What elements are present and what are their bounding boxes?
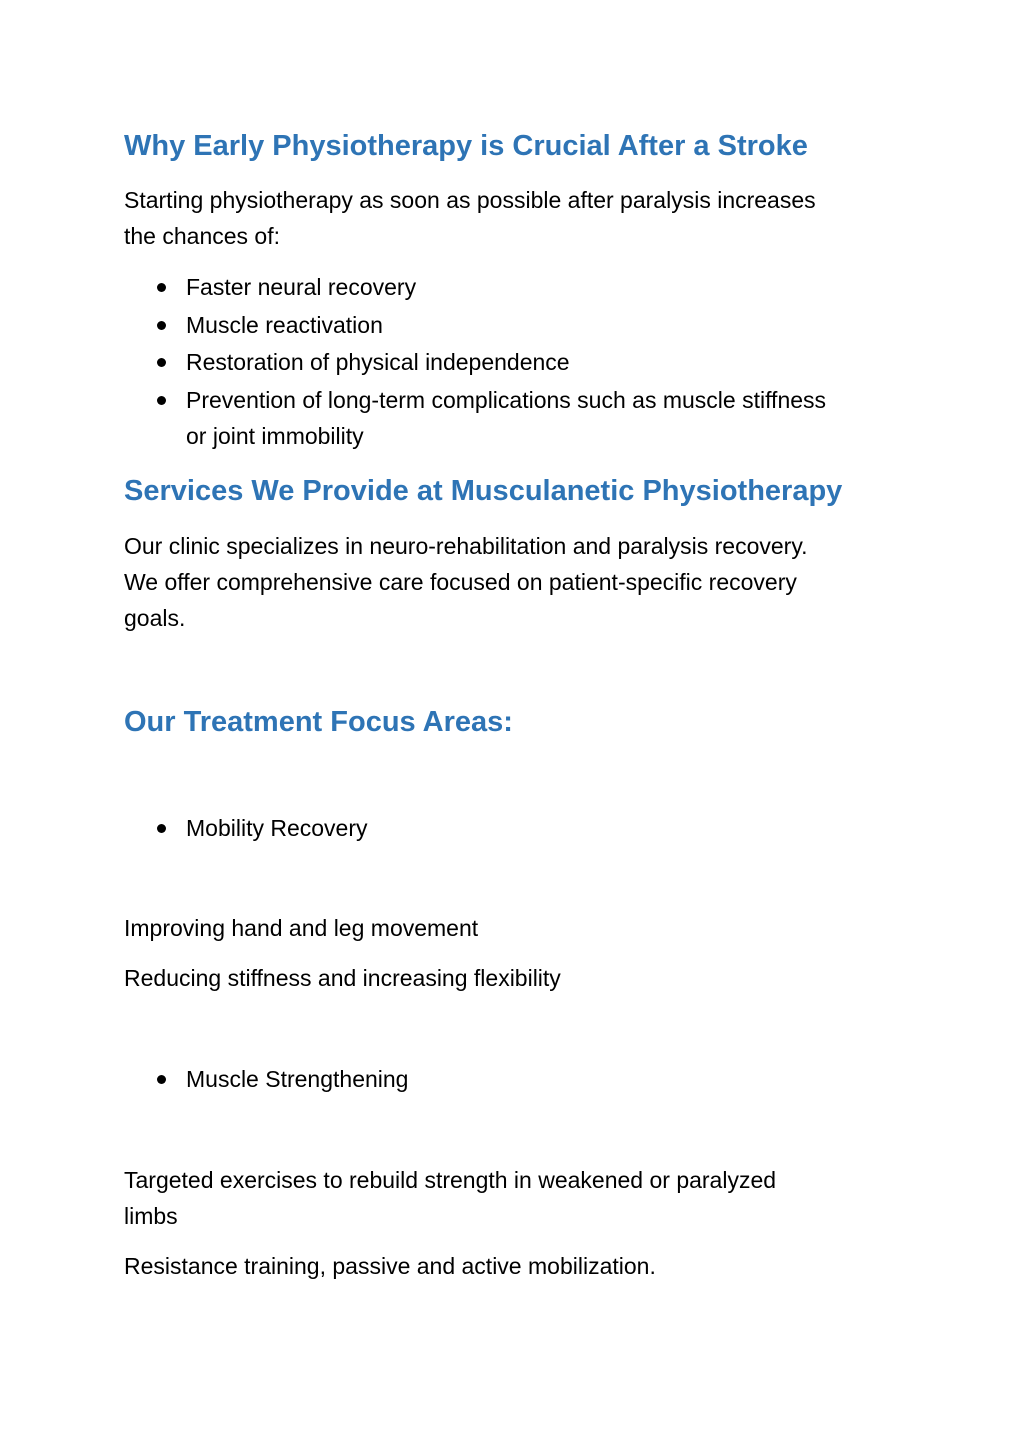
list-item (124, 269, 826, 307)
list-item (124, 1061, 408, 1099)
mobility-detail-1: Improving hand and leg movement (124, 915, 479, 941)
intro-line-2: the chances of: (124, 223, 280, 249)
services-line-3: goals. (124, 605, 186, 631)
strength-detail-2: Resistance training, passive and active mobilization. (124, 1253, 656, 1279)
list-item (124, 344, 826, 382)
strength-detail-1-line-2: limbs (124, 1203, 178, 1229)
bullet-icon (157, 358, 166, 367)
bullet-icon (157, 321, 166, 330)
bullet-icon (157, 283, 166, 292)
list-item-label-line-1: Prevention of long-term complications such as muscle stiffness (186, 386, 827, 413)
mobility-detail-2: Reducing stiffness and increasing flexibility (124, 965, 561, 991)
list-item (124, 382, 826, 454)
list-item-label: Muscle reactivation (186, 311, 383, 338)
focus-area-list-mobility (124, 810, 368, 848)
bullet-icon (157, 396, 166, 405)
list-item-label: Restoration of physical independence (186, 349, 570, 375)
bullet-icon (157, 1075, 166, 1084)
services-line-2: We offer comprehensive care focused on patient-specific recovery (124, 569, 797, 595)
heading-services: Services We Provide at Musculanetic Physiotherapy (124, 475, 843, 507)
list-item-label: Mobility Recovery (186, 815, 368, 841)
list-item (124, 810, 368, 848)
bullet-icon (157, 824, 166, 833)
focus-area-list-strength (124, 1061, 408, 1099)
intro-line-1: Starting physiotherapy as soon as possible after paralysis increases (124, 187, 816, 213)
list-item-label: Faster neural recovery (186, 274, 417, 300)
heading-early-physiotherapy: Why Early Physiotherapy is Crucial After a Stroke (124, 130, 808, 162)
strength-detail-1-line-1: Targeted exercises to rebuild strength in weakened or paralyzed (124, 1167, 777, 1193)
heading-focus-areas: Our Treatment Focus Areas: (124, 706, 513, 738)
list-item-label-line-2: or joint immobility (186, 422, 364, 449)
list-item (124, 307, 826, 345)
services-line-1: Our clinic specializes in neuro-rehabilitation and paralysis recovery. (124, 533, 808, 559)
list-item-label: Muscle Strengthening (186, 1066, 409, 1092)
benefits-list (124, 269, 826, 454)
